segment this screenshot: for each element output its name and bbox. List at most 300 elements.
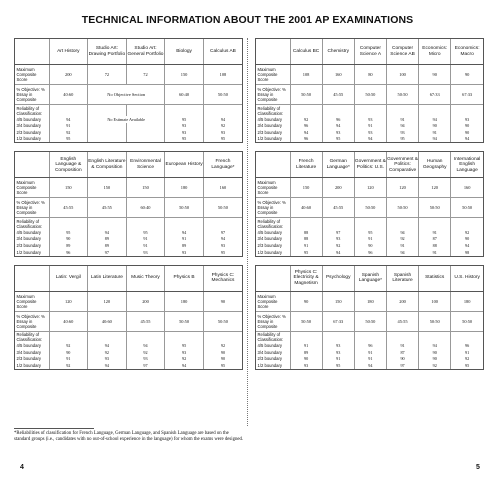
table-cell: 50:50 [451,311,483,331]
table-cell: 90 [451,236,483,243]
table-cell: 87 [386,349,418,356]
table-cell: 150 [165,65,204,85]
row-label: 3/4 boundary [257,349,282,355]
table-cell: 89 [88,243,127,250]
panel [255,265,484,370]
table-cell: 95 [322,363,354,370]
column-header: Calculus AB [203,39,242,65]
table-cell: 94 [386,249,418,256]
table-cell: 72 [88,65,127,85]
column-header: Music Theory [126,266,165,292]
table-cell: 91 [354,123,386,130]
max-score-row [15,65,242,85]
table-cell: 96 [290,136,322,143]
table-cell: 95 [165,116,204,123]
column-header: Studio Art: Drawing Portfolio [88,39,127,65]
row-label: % Objective: % Essay in Composite [256,311,290,331]
column-header: English Literature & Composition [88,152,127,178]
row-label: 3/4 boundary [16,236,41,242]
table-cell: 92 [126,349,165,356]
table-cell: 94 [203,116,242,123]
column-header: Spanish Language* [354,266,386,292]
table-cell: 67:33 [322,311,354,331]
table-cell: 150 [49,178,88,198]
table-cell: 94 [165,229,204,236]
header-corner [256,39,290,65]
row-label: 3/4 boundary [257,123,282,129]
column-header: Art History [49,39,88,65]
table-cell: 90 [290,356,322,363]
spacer-cell [290,105,322,117]
spacer-cell [126,105,165,117]
column-header: German Language* [322,152,354,178]
column-header: French Literature [290,152,322,178]
panel [255,38,484,143]
table-cell: 94 [419,116,451,123]
table-cell: 50:50 [203,85,242,105]
boundary-row [256,116,483,123]
table-cell: 95 [203,363,242,370]
header-row [256,39,483,65]
row-label: 4/5 boundary [257,229,282,235]
max-score-row [256,178,483,198]
boundary-row [15,123,242,130]
ap-data-table [15,152,242,255]
row-label: Maximum Composite Score [256,65,290,85]
spacer-cell [88,105,127,117]
column-header: Physics C: Mechanics [203,266,242,292]
table-cell: 93 [354,116,386,123]
table-cell: 95 [451,363,483,370]
column-header: French Language* [203,152,242,178]
spacer-cell [386,218,418,230]
ap-data-table [256,152,483,255]
table-cell: 88 [290,229,322,236]
column-header: European History [165,152,204,178]
table-cell: 45:55 [322,198,354,218]
ap-data-table [15,266,242,369]
spacer-cell [419,331,451,343]
table-cell: 45:55 [126,311,165,331]
header-corner [15,39,49,65]
column-header: Environmental Science [126,152,165,178]
table-cell: 94 [203,236,242,243]
spacer-cell [386,331,418,343]
ap-data-table [256,39,483,142]
table-cell: 94 [386,123,418,130]
table-cell: 95 [165,136,204,143]
header-row [256,266,483,292]
reliability-row [256,331,483,343]
table-cell: 91 [165,236,204,243]
row-label: 2/3 boundary [16,129,41,135]
column-header: Studio Art: General Portfolio [126,39,165,65]
table-cell: 90 [451,129,483,136]
table-cell: 90 [419,356,451,363]
table-cell: 96 [322,116,354,123]
objective-essay-row [256,198,483,218]
table-cell: 180 [451,291,483,311]
row-label: 1/2 boundary [257,249,282,255]
table-cell: 88 [290,236,322,243]
panel [14,265,243,370]
row-label: 1/2 boundary [257,363,282,369]
table-cell: 100 [386,65,418,85]
table-cell: 92 [290,116,322,123]
table-cell: 90 [49,349,88,356]
table-cell: 91 [386,243,418,250]
table-cell: 92 [49,343,88,350]
page-number-right: 5 [476,464,480,471]
row-label: Reliability of Classification: [16,218,43,229]
table-cell: 95 [203,136,242,143]
boundary-row [256,343,483,350]
table-cell: 91 [49,356,88,363]
table-cell: 40:60 [49,311,88,331]
table-cell: 92 [419,363,451,370]
table-cell: 93 [165,349,204,356]
boundary-row [256,123,483,130]
table-cell: 87 [419,236,451,243]
table-cell: 90 [419,123,451,130]
boundary-row [256,363,483,370]
row-label: Maximum Composite Score [15,178,49,198]
table-cell: 89 [88,236,127,243]
table-cell: 50:50 [419,198,451,218]
table-cell: 93 [322,349,354,356]
row-label: 2/3 boundary [16,356,41,362]
table-cell: 95 [290,249,322,256]
spacer-cell [419,218,451,230]
spacer-cell [126,218,165,230]
row-label: Maximum Composite Score [256,291,290,311]
column-header: U.S. History [451,266,483,292]
table-cell: 45:55 [88,198,127,218]
boundary-row [15,349,242,356]
row-label: 2/3 boundary [257,129,282,135]
table-cell: 180 [165,178,204,198]
table-cell: 91 [419,229,451,236]
boundary-row [15,249,242,256]
column-header: International English Language [451,152,483,178]
row-label: 1/2 boundary [16,136,41,142]
table-cell: 93 [165,249,204,256]
boundary-row [256,229,483,236]
objective-essay-row [15,198,242,218]
spacer-cell [451,331,483,343]
table-cell: 94 [386,229,418,236]
row-label: Maximum Composite Score [256,178,290,198]
spacer-cell [322,331,354,343]
boundary-row [15,343,242,350]
table-cell: 94 [290,129,322,136]
table-cell: 45:55 [386,311,418,331]
table-cell: 95 [322,136,354,143]
row-label: % Objective: % Essay in Composite [15,85,49,105]
objective-essay-row [256,311,483,331]
table-cell: 90 [419,349,451,356]
table-cell: 108 [203,65,242,85]
table-cell: 91 [126,236,165,243]
table-cell: 94 [165,363,204,370]
table-cell: 95 [165,343,204,350]
boundary-row [15,363,242,370]
boundary-row [256,243,483,250]
header-corner [256,266,290,292]
table-cell: 92 [49,363,88,370]
row-label: 2/3 boundary [16,243,41,249]
table-cell: 200 [386,291,418,311]
footnote-rule [14,428,94,429]
table-cell: 89 [165,243,204,250]
spacer-cell [203,331,242,343]
column-header: Computer Science AB [386,39,418,65]
table-cell: 96 [49,249,88,256]
table-cell: 50:50 [165,311,204,331]
table-cell: 93 [203,243,242,250]
table-cell: 200 [126,291,165,311]
table-cell: 91 [290,343,322,350]
table-cell: 160 [451,178,483,198]
table-cell: 94 [322,249,354,256]
row-label: 3/4 boundary [257,236,282,242]
boundary-row [256,349,483,356]
table-cell: 45:55 [322,85,354,105]
table-cell: 91 [419,249,451,256]
table-cell: 97 [126,363,165,370]
row-label: Maximum Composite Score [15,291,49,311]
table-cell: 92 [322,243,354,250]
table-cell: 50:50 [354,311,386,331]
spacer-cell [290,331,322,343]
reliability-row [15,105,242,117]
table-cell: 90 [290,291,322,311]
table-cell: 94 [88,363,127,370]
table-cell: 200 [322,178,354,198]
spacer-cell [165,218,204,230]
table-cell: 72 [126,65,165,85]
row-label: 3/4 boundary [16,123,41,129]
table-cell: 95 [386,136,418,143]
header-corner [256,152,290,178]
table-cell: 50:50 [290,85,322,105]
table-cell: 94 [451,136,483,143]
table-cell: 67:33 [419,85,451,105]
max-score-row [15,291,242,311]
table-cell: 120 [386,178,418,198]
table-cell: 91 [386,343,418,350]
row-label: % Objective: % Essay in Composite [15,311,49,331]
objective-essay-row [15,85,242,105]
row-label: Reliability of Classification: [257,332,284,343]
boundary-row [15,116,242,123]
spacer-cell [88,218,127,230]
row-label: Reliability of Classification: [16,332,43,343]
column-header: Statistics [419,266,451,292]
table-cell: 94 [322,123,354,130]
max-score-row [15,178,242,198]
table-cell: 80 [354,65,386,85]
row-label: 1/2 boundary [16,363,41,369]
table-cell: 97 [203,229,242,236]
column-header: Latin: Vergil [49,266,88,292]
table-cell: 50:50 [354,85,386,105]
row-label: 2/3 boundary [257,243,282,249]
column-header: Physics B [165,266,204,292]
spacer-cell [322,218,354,230]
table-cell: 93 [322,236,354,243]
table-cell: 50:50 [386,85,418,105]
table-cell: 92 [203,343,242,350]
column-header: Physics C: Electricity & Magnetism [290,266,322,292]
boundary-row [256,249,483,256]
table-cell: 160 [322,65,354,85]
spacer-cell [49,105,88,117]
table-cell: 60:40 [165,85,204,105]
table-cell: 91 [126,243,165,250]
table-cell: 92 [451,229,483,236]
table-cell: 120 [419,178,451,198]
row-label: % Objective: % Essay in Composite [15,198,49,218]
table-cell: 95 [49,136,88,143]
max-score-row [256,65,483,85]
table-cell: 150 [126,178,165,198]
column-header: Government & Politics: Comparative [386,152,418,178]
spacer-cell [165,331,204,343]
table-cell: 67:33 [451,85,483,105]
table-cell: 120 [88,291,127,311]
column-header: Human Geography [419,152,451,178]
table-cell: 89 [290,349,322,356]
table-cell: 92 [203,123,242,130]
row-label: Reliability of Classification: [257,218,284,229]
header-row [15,266,242,292]
table-cell: 150 [88,178,127,198]
table-cell: 91 [451,349,483,356]
column-header: Economics: Micro [419,39,451,65]
table-cell: 94 [88,343,127,350]
boundary-row [15,229,242,236]
spacer-cell [386,105,418,117]
table-cell: 150 [322,291,354,311]
table-cell: 93 [126,356,165,363]
objective-essay-row [256,85,483,105]
table-cell: 90 [203,349,242,356]
table-cell: 180 [165,291,204,311]
spacer-cell [126,331,165,343]
table-cell: 40:60 [290,198,322,218]
table-cell: 120 [354,178,386,198]
spacer-cell [354,218,386,230]
table-cell: 91 [354,236,386,243]
table-cell: 200 [49,65,88,85]
boundary-row [256,129,483,136]
table-cell: 94 [354,363,386,370]
column-header: Spanish Literature [386,266,418,292]
table-cell: 94 [419,343,451,350]
max-score-row [256,291,483,311]
table-cell: 160 [203,178,242,198]
column-header: Psychology [322,266,354,292]
panel [14,38,243,143]
table-cell: 92 [88,349,127,356]
table-cell: 93 [165,123,204,130]
table-cell: 45:55 [49,198,88,218]
table-cell: 40:60 [88,311,127,331]
reliability-row [15,218,242,230]
column-header: Calculus BC [290,39,322,65]
spacer-cell [419,105,451,117]
objective-essay-row [15,311,242,331]
column-header: Computer Science A [354,39,386,65]
table-cell: No Objective Section [88,85,165,105]
boundary-row [15,129,242,136]
table-cell: 91 [290,243,322,250]
table-cell: 93 [386,129,418,136]
row-label: % Objective: % Essay in Composite [256,85,290,105]
panel [255,151,484,256]
boundary-row [256,356,483,363]
table-cell: 90 [386,356,418,363]
ap-data-table [256,266,483,369]
table-cell: 94 [354,136,386,143]
spacer-cell [203,218,242,230]
row-label: 4/5 boundary [257,116,282,122]
table-cell: 94 [126,343,165,350]
table-cell: 91 [354,349,386,356]
boundary-row [256,236,483,243]
table-cell: 91 [419,129,451,136]
table-cell: 94 [88,229,127,236]
row-label: 4/5 boundary [257,343,282,349]
table-cell: 97 [386,363,418,370]
reliability-row [256,105,483,117]
table-cell: 94 [419,136,451,143]
row-label: Reliability of Classification: [16,105,43,116]
column-header: Government & Politics: U.S. [354,152,386,178]
table-cell [126,129,165,136]
tables-row-2 [14,151,484,256]
table-cell: 93 [290,363,322,370]
reliability-row [256,218,483,230]
spacer-cell [290,218,322,230]
spacer-cell [165,105,204,117]
boundary-row [256,136,483,143]
table-cell: 96 [354,343,386,350]
row-label: 1/2 boundary [257,136,282,142]
table-cell: 92 [49,129,88,136]
table-cell: 50:50 [451,198,483,218]
spacer-cell [354,331,386,343]
table-cell [126,123,165,130]
table-cell: 95 [354,229,386,236]
table-cell: 50:50 [290,311,322,331]
table-cell: 91 [322,356,354,363]
table-cell: 89 [49,243,88,250]
table-cell: 150 [290,178,322,198]
table-cell: 50:50 [165,198,204,218]
column-header: Biology [165,39,204,65]
boundary-row [15,243,242,250]
panel [14,151,243,256]
page-number-left: 4 [20,464,24,471]
table-cell [88,129,127,136]
header-corner [15,152,49,178]
spacer-cell [451,105,483,117]
row-label: Maximum Composite Score [15,65,49,85]
table-cell: 88 [419,243,451,250]
spacer-cell [322,105,354,117]
